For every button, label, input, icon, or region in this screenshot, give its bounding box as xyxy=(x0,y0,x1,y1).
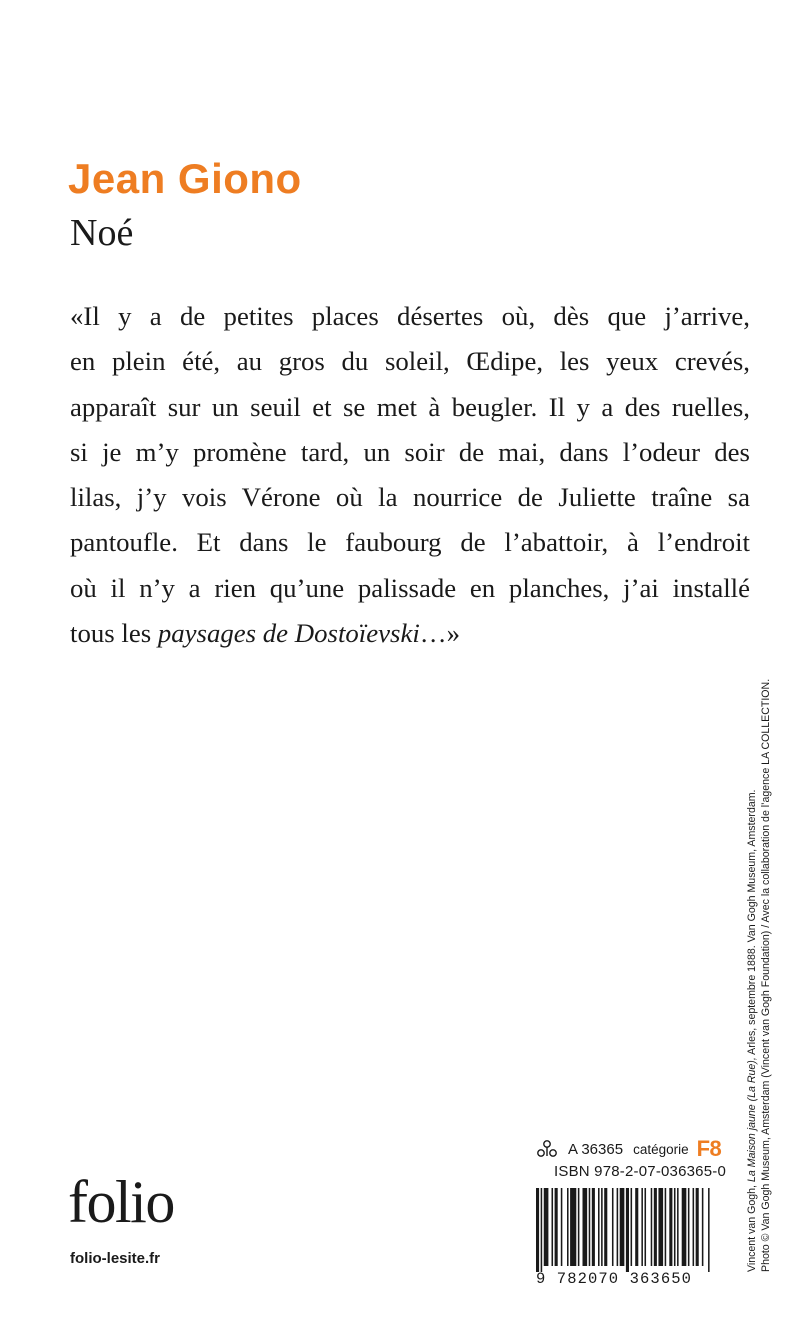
back-cover-blurb xyxy=(70,294,750,656)
blurb-line: «Il y a de petites places désertes où, dès que j’arrive, xyxy=(70,301,750,331)
blurb-line: lilas, j’y vois Vérone où la nourrice de Juliette traîne sa xyxy=(70,482,750,513)
barcode-bars-icon xyxy=(534,1188,718,1272)
catalog-code-line xyxy=(536,1136,721,1162)
blurb-line: si je m’y promène tard, un soir de mai, dans l’odeur des xyxy=(70,436,750,467)
publisher-website: folio-lesite.fr xyxy=(70,1250,161,1267)
blurb-line: en plein été, au gros du soleil, Œdipe, les yeux crevés, xyxy=(70,346,750,377)
blurb-last-line-end: …» xyxy=(419,618,460,649)
blurb-line: pantoufle. Et dans le faubourg de l’abattoir, à l’endroit xyxy=(70,527,750,558)
blurb-last-line xyxy=(70,611,750,656)
category-code: F8 xyxy=(696,1136,722,1161)
credits-artist: Vincent van Gogh, xyxy=(746,1182,758,1272)
folio-logo: folio xyxy=(68,1169,174,1235)
author-name: Jean Giono xyxy=(68,155,302,202)
isbn-number: ISBN 978-2-07-036365-0 xyxy=(554,1163,727,1180)
credits-artwork-details: Arles, septembre 1888. Van Gogh Museum, Amsterdam. xyxy=(746,789,758,1058)
blurb-line: apparaît sur un seuil et se met à beugler. Il y a des ruelles, xyxy=(70,391,750,422)
publisher-mark-icon xyxy=(536,1139,558,1159)
blurb-italic-phrase: paysages de Dostoïevski xyxy=(157,618,420,649)
credits-artwork-title: La Maison jaune (La Rue), xyxy=(746,1057,758,1183)
credits-line-1 xyxy=(745,592,759,1272)
blurb-last-line-start: tous les xyxy=(70,618,158,649)
category-label: catégorie xyxy=(633,1141,689,1157)
barcode-digits: 9 782070 363650 xyxy=(536,1270,693,1288)
blurb-line: où il n’y a rien qu’une palissade en planches, j’ai installé xyxy=(70,572,750,603)
cover-photo-credits xyxy=(745,592,773,1272)
credits-line-2: Photo © Van Gogh Museum, Amsterdam (Vincent van Gogh Foundation) / Avec la collaboration de l’agence LA COLLECTION. xyxy=(760,678,772,1272)
catalog-code: A 36365 xyxy=(568,1140,624,1158)
book-title: Noé xyxy=(70,212,134,254)
